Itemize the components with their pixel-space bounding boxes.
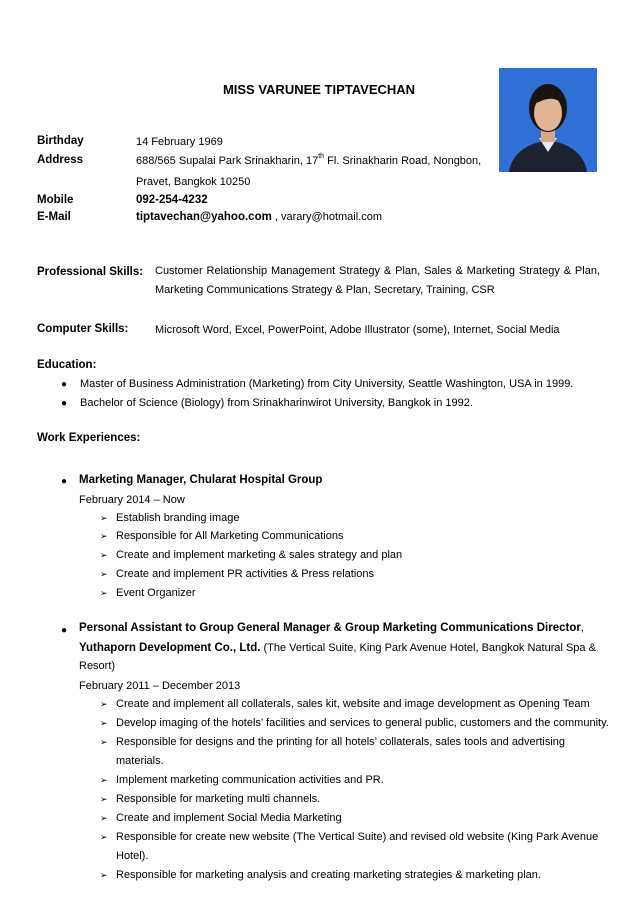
job2-title-comma: , (580, 622, 584, 634)
arrow-bullet-icon: ➢ (100, 569, 108, 579)
email-label: E-Mail (37, 211, 71, 223)
address-line-1a: 688/565 Supalai Park Srinakharin, 17 (136, 155, 319, 167)
arrow-bullet-icon: ➢ (100, 699, 108, 709)
job2-company: Yuthaporn Development Co., Ltd. (79, 642, 261, 654)
job2-company-line (79, 642, 596, 654)
address-sup: th (318, 153, 325, 160)
job1-period: February 2014 – Now (79, 494, 185, 506)
bullet-icon: ● (61, 398, 68, 409)
work-heading: Work Experiences: (37, 432, 141, 444)
job2-duty: Responsible for create new website (The Vertical Suite) and revised old website (King Park Avenue (116, 831, 599, 843)
arrow-bullet-icon: ➢ (100, 813, 108, 823)
bullet-icon: ● (61, 625, 68, 636)
job2-company-detail: (The Vertical Suite, King Park Avenue Hotel, Bangkok Natural Spa & (260, 642, 596, 654)
job2-duty-cont: materials. (116, 755, 164, 767)
job2-duty: Responsible for marketing multi channels. (116, 793, 321, 805)
job2-duty: Responsible for designs and the printing for all hotels’ collaterals, sales tools and advertising (116, 736, 566, 748)
job2-title-line (79, 622, 584, 634)
birthday-label: Birthday (37, 135, 84, 147)
address-label: Address (37, 154, 84, 166)
computer-skills-label: Computer Skills: (37, 323, 129, 335)
arrow-bullet-icon: ➢ (100, 718, 108, 728)
job1-duty: Responsible for All Marketing Communications (116, 530, 344, 542)
education-item-2: Bachelor of Science (Biology) from Srinakharinwirot University, Bangkok in 1992. (80, 397, 473, 409)
birthday-value: 14 February 1969 (136, 136, 223, 148)
job2-period: February 2011 – December 2013 (79, 680, 241, 692)
education-heading: Education: (37, 359, 97, 371)
arrow-bullet-icon: ➢ (100, 588, 108, 598)
job1-duty: Event Organizer (116, 587, 196, 599)
job2-company-detail-2: Resort) (79, 660, 116, 672)
job2-duty: Develop imaging of the hotels’ facilities and services to general public, customers and the community. (116, 717, 609, 729)
arrow-bullet-icon: ➢ (100, 531, 108, 541)
arrow-bullet-icon: ➢ (100, 737, 108, 747)
professional-skills-value: Customer Relationship Management Strategy & Plan, Sales & Marketing Strategy & Plan, Marketing Communications Strategy & Plan, Secretary, Training, CSR (155, 265, 600, 296)
bullet-icon: ● (61, 476, 68, 487)
address-line-1b: Fl. Srinakharin Road, Nongbon, (324, 155, 482, 167)
job2-duty: Create and implement all collaterals, sales kit, website and image development as Opening Team (116, 698, 590, 710)
arrow-bullet-icon: ➢ (100, 832, 108, 842)
arrow-bullet-icon: ➢ (100, 550, 108, 560)
address-line-2: Pravet, Bangkok 10250 (136, 176, 251, 188)
arrow-bullet-icon: ➢ (100, 870, 108, 880)
arrow-bullet-icon: ➢ (100, 513, 108, 523)
email-primary[interactable]: tiptavechan@yahoo.com (136, 211, 272, 223)
mobile-label: Mobile (37, 194, 74, 206)
profile-photo (499, 68, 597, 172)
job2-duty: Implement marketing communication activities and PR. (116, 774, 384, 786)
job2-duty: Responsible for marketing analysis and creating marketing strategies & marketing plan. (116, 869, 541, 881)
computer-skills-value: Microsoft Word, Excel, PowerPoint, Adobe Illustrator (some), Internet, Social Media (155, 324, 560, 336)
portrait-image (499, 68, 597, 172)
email-secondary[interactable]: , varary@hotmail.com (271, 211, 383, 223)
job2-title: Personal Assistant to Group General Manager & Group Marketing Communications Director (79, 622, 581, 634)
address-line-1 (136, 155, 481, 167)
job1-duty: Create and implement marketing & sales strategy and plan (116, 549, 403, 561)
arrow-bullet-icon: ➢ (100, 794, 108, 804)
bullet-icon: ● (61, 379, 68, 390)
candidate-name: MISS VARUNEE TIPTAVECHAN (222, 82, 416, 97)
mobile-value: 092-254-4232 (136, 194, 208, 206)
email-line (136, 211, 382, 223)
job2-duty-cont: Hotel). (116, 850, 149, 862)
job1-duty: Create and implement PR activities & Press relations (116, 568, 374, 580)
job1-duty: Establish branding image (116, 512, 240, 524)
job1-title: Marketing Manager, Chularat Hospital Group (79, 474, 323, 486)
job2-duty: Create and implement Social Media Marketing (116, 812, 342, 824)
professional-skills-label: Professional Skills: (37, 266, 144, 278)
education-item-1: Master of Business Administration (Marketing) from City University, Seattle Washington, USA in 1999. (80, 378, 574, 390)
arrow-bullet-icon: ➢ (100, 775, 108, 785)
